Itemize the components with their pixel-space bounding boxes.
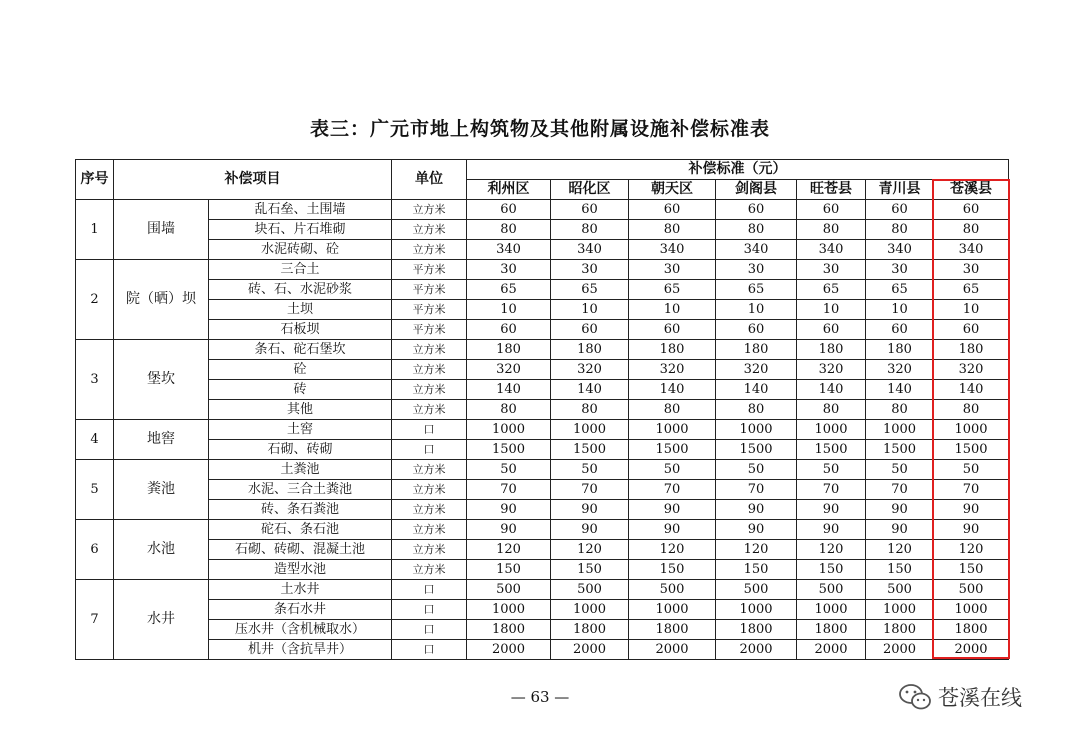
value-cell: 60 [866, 200, 934, 220]
header-district: 旺苍县 [797, 180, 866, 200]
group-seq: 7 [76, 580, 114, 660]
value-cell: 60 [797, 200, 866, 220]
value-cell: 140 [629, 380, 716, 400]
value-cell: 60 [797, 320, 866, 340]
item-unit: 立方米 [392, 480, 467, 500]
table-row [76, 340, 1009, 360]
value-cell: 90 [934, 500, 1009, 520]
group-name: 水池 [114, 520, 209, 580]
item-name: 水泥砖砌、砼 [209, 240, 392, 260]
value-cell: 70 [467, 480, 551, 500]
value-cell: 1800 [551, 620, 629, 640]
value-cell: 500 [797, 580, 866, 600]
item-name: 机井（含抗旱井） [209, 640, 392, 660]
value-cell: 80 [934, 220, 1009, 240]
value-cell: 1500 [866, 440, 934, 460]
value-cell: 1800 [467, 620, 551, 640]
item-unit: 口 [392, 580, 467, 600]
item-unit: 立方米 [392, 400, 467, 420]
table-row [76, 280, 1009, 300]
value-cell: 1000 [934, 420, 1009, 440]
value-cell: 1000 [716, 420, 797, 440]
header-district: 朝天区 [629, 180, 716, 200]
value-cell: 120 [716, 540, 797, 560]
table-row [76, 600, 1009, 620]
value-cell: 340 [629, 240, 716, 260]
table-row [76, 640, 1009, 660]
group-seq: 2 [76, 260, 114, 340]
item-name: 砼 [209, 360, 392, 380]
value-cell: 30 [629, 260, 716, 280]
value-cell: 1000 [629, 600, 716, 620]
value-cell: 120 [797, 540, 866, 560]
value-cell: 1000 [866, 420, 934, 440]
value-cell: 320 [866, 360, 934, 380]
value-cell: 180 [797, 340, 866, 360]
item-name: 土粪池 [209, 460, 392, 480]
value-cell: 2000 [866, 640, 934, 660]
table-row [76, 500, 1009, 520]
item-unit: 立方米 [392, 360, 467, 380]
item-unit: 口 [392, 600, 467, 620]
group-name: 地窖 [114, 420, 209, 460]
value-cell: 80 [629, 220, 716, 240]
value-cell: 65 [866, 280, 934, 300]
item-name: 石砌、砖砌 [209, 440, 392, 460]
value-cell: 70 [551, 480, 629, 500]
value-cell: 90 [716, 500, 797, 520]
group-name: 水井 [114, 580, 209, 660]
value-cell: 10 [551, 300, 629, 320]
item-name: 土水井 [209, 580, 392, 600]
item-unit: 立方米 [392, 380, 467, 400]
value-cell: 2000 [551, 640, 629, 660]
value-cell: 150 [467, 560, 551, 580]
item-unit: 口 [392, 640, 467, 660]
value-cell: 2000 [467, 640, 551, 660]
value-cell: 80 [467, 400, 551, 420]
value-cell: 2000 [629, 640, 716, 660]
value-cell: 60 [716, 320, 797, 340]
value-cell: 50 [866, 460, 934, 480]
value-cell: 80 [551, 220, 629, 240]
table-row [76, 400, 1009, 420]
value-cell: 340 [716, 240, 797, 260]
group-seq: 5 [76, 460, 114, 520]
value-cell: 140 [866, 380, 934, 400]
value-cell: 65 [551, 280, 629, 300]
value-cell: 60 [716, 200, 797, 220]
value-cell: 60 [866, 320, 934, 340]
header-seq: 序号 [76, 160, 114, 200]
value-cell: 60 [467, 320, 551, 340]
value-cell: 140 [934, 380, 1009, 400]
item-name: 压水井（含机械取水） [209, 620, 392, 640]
table-row [76, 560, 1009, 580]
value-cell: 120 [551, 540, 629, 560]
value-cell: 340 [551, 240, 629, 260]
item-unit: 立方米 [392, 460, 467, 480]
value-cell: 1500 [467, 440, 551, 460]
value-cell: 50 [716, 460, 797, 480]
table-row [76, 200, 1009, 220]
item-unit: 口 [392, 420, 467, 440]
item-unit: 口 [392, 440, 467, 460]
value-cell: 1800 [629, 620, 716, 640]
table-row [76, 240, 1009, 260]
table-row [76, 360, 1009, 380]
value-cell: 90 [716, 520, 797, 540]
value-cell: 50 [467, 460, 551, 480]
value-cell: 90 [797, 520, 866, 540]
item-unit: 立方米 [392, 240, 467, 260]
value-cell: 60 [629, 320, 716, 340]
value-cell: 320 [467, 360, 551, 380]
group-seq: 3 [76, 340, 114, 420]
value-cell: 320 [551, 360, 629, 380]
item-name: 条石、砣石堡坎 [209, 340, 392, 360]
table-row [76, 440, 1009, 460]
item-name: 造型水池 [209, 560, 392, 580]
header-standard: 补偿标准（元） [467, 160, 1009, 180]
value-cell: 120 [866, 540, 934, 560]
value-cell: 90 [551, 520, 629, 540]
table-row [76, 220, 1009, 240]
value-cell: 90 [629, 500, 716, 520]
table-row [76, 460, 1009, 480]
value-cell: 1000 [467, 420, 551, 440]
value-cell: 90 [934, 520, 1009, 540]
value-cell: 1500 [551, 440, 629, 460]
table-row [76, 540, 1009, 560]
value-cell: 2000 [797, 640, 866, 660]
header-district: 苍溪县 [934, 180, 1009, 200]
value-cell: 80 [629, 400, 716, 420]
value-cell: 340 [934, 240, 1009, 260]
value-cell: 80 [551, 400, 629, 420]
item-unit: 平方米 [392, 280, 467, 300]
value-cell: 180 [629, 340, 716, 360]
header-district: 昭化区 [551, 180, 629, 200]
value-cell: 150 [797, 560, 866, 580]
value-cell: 1500 [797, 440, 866, 460]
value-cell: 50 [551, 460, 629, 480]
value-cell: 140 [467, 380, 551, 400]
value-cell: 50 [797, 460, 866, 480]
value-cell: 10 [716, 300, 797, 320]
value-cell: 65 [716, 280, 797, 300]
group-name: 围墙 [114, 200, 209, 260]
header-district: 剑阁县 [716, 180, 797, 200]
item-name: 其他 [209, 400, 392, 420]
value-cell: 1800 [866, 620, 934, 640]
item-name: 土窖 [209, 420, 392, 440]
value-cell: 90 [629, 520, 716, 540]
group-name: 粪池 [114, 460, 209, 520]
value-cell: 70 [716, 480, 797, 500]
value-cell: 30 [716, 260, 797, 280]
value-cell: 120 [467, 540, 551, 560]
item-name: 石砌、砖砌、混凝土池 [209, 540, 392, 560]
value-cell: 1800 [797, 620, 866, 640]
item-unit: 平方米 [392, 300, 467, 320]
value-cell: 340 [797, 240, 866, 260]
value-cell: 80 [716, 220, 797, 240]
item-unit: 立方米 [392, 500, 467, 520]
value-cell: 500 [629, 580, 716, 600]
value-cell: 1000 [467, 600, 551, 620]
watermark-text: 苍溪在线 [938, 686, 1022, 710]
item-unit: 立方米 [392, 220, 467, 240]
item-name: 三合土 [209, 260, 392, 280]
header-item: 补偿项目 [114, 160, 392, 200]
value-cell: 320 [629, 360, 716, 380]
value-cell: 50 [629, 460, 716, 480]
watermark [898, 682, 1022, 712]
value-cell: 1000 [551, 600, 629, 620]
value-cell: 60 [551, 200, 629, 220]
value-cell: 10 [934, 300, 1009, 320]
value-cell: 10 [467, 300, 551, 320]
value-cell: 80 [797, 400, 866, 420]
value-cell: 1000 [629, 420, 716, 440]
value-cell: 10 [797, 300, 866, 320]
value-cell: 1000 [797, 420, 866, 440]
value-cell: 80 [797, 220, 866, 240]
item-unit: 口 [392, 620, 467, 640]
value-cell: 500 [866, 580, 934, 600]
value-cell: 90 [866, 500, 934, 520]
item-unit: 平方米 [392, 320, 467, 340]
value-cell: 30 [866, 260, 934, 280]
value-cell: 500 [467, 580, 551, 600]
header-district: 青川县 [866, 180, 934, 200]
value-cell: 150 [866, 560, 934, 580]
group-seq: 1 [76, 200, 114, 260]
value-cell: 90 [467, 500, 551, 520]
value-cell: 30 [467, 260, 551, 280]
value-cell: 90 [551, 500, 629, 520]
item-unit: 立方米 [392, 520, 467, 540]
value-cell: 320 [797, 360, 866, 380]
value-cell: 120 [934, 540, 1009, 560]
value-cell: 80 [467, 220, 551, 240]
value-cell: 10 [866, 300, 934, 320]
value-cell: 60 [629, 200, 716, 220]
value-cell: 70 [866, 480, 934, 500]
value-cell: 1800 [934, 620, 1009, 640]
value-cell: 340 [866, 240, 934, 260]
value-cell: 150 [551, 560, 629, 580]
wechat-icon [898, 682, 932, 712]
value-cell: 1000 [797, 600, 866, 620]
item-name: 砖、条石粪池 [209, 500, 392, 520]
value-cell: 80 [716, 400, 797, 420]
table-row [76, 420, 1009, 440]
value-cell: 2000 [716, 640, 797, 660]
table-row [76, 380, 1009, 400]
item-name: 砖、石、水泥砂浆 [209, 280, 392, 300]
value-cell: 150 [934, 560, 1009, 580]
value-cell: 150 [716, 560, 797, 580]
table-row [76, 520, 1009, 540]
value-cell: 1000 [866, 600, 934, 620]
value-cell: 90 [797, 500, 866, 520]
group-seq: 4 [76, 420, 114, 460]
table-row [76, 480, 1009, 500]
value-cell: 80 [866, 400, 934, 420]
value-cell: 1000 [716, 600, 797, 620]
compensation-table [75, 159, 1009, 660]
value-cell: 80 [934, 400, 1009, 420]
value-cell: 500 [934, 580, 1009, 600]
value-cell: 70 [797, 480, 866, 500]
group-name: 院（晒）坝 [114, 260, 209, 340]
value-cell: 150 [629, 560, 716, 580]
item-name: 乱石垒、土围墙 [209, 200, 392, 220]
item-name: 土坝 [209, 300, 392, 320]
value-cell: 340 [467, 240, 551, 260]
value-cell: 70 [629, 480, 716, 500]
item-name: 水泥、三合土粪池 [209, 480, 392, 500]
item-name: 砖 [209, 380, 392, 400]
value-cell: 60 [934, 200, 1009, 220]
value-cell: 80 [866, 220, 934, 240]
group-name: 堡坎 [114, 340, 209, 420]
value-cell: 320 [934, 360, 1009, 380]
value-cell: 180 [934, 340, 1009, 360]
table-row [76, 320, 1009, 340]
value-cell: 1800 [716, 620, 797, 640]
value-cell: 30 [934, 260, 1009, 280]
value-cell: 60 [467, 200, 551, 220]
value-cell: 140 [797, 380, 866, 400]
value-cell: 1500 [629, 440, 716, 460]
header-unit: 单位 [392, 160, 467, 200]
value-cell: 50 [934, 460, 1009, 480]
value-cell: 30 [551, 260, 629, 280]
item-name: 块石、片石堆砌 [209, 220, 392, 240]
value-cell: 500 [716, 580, 797, 600]
value-cell: 1000 [551, 420, 629, 440]
value-cell: 65 [629, 280, 716, 300]
item-name: 砣石、条石池 [209, 520, 392, 540]
value-cell: 90 [866, 520, 934, 540]
value-cell: 30 [797, 260, 866, 280]
value-cell: 10 [629, 300, 716, 320]
table-row [76, 580, 1009, 600]
value-cell: 2000 [934, 640, 1009, 660]
value-cell: 65 [934, 280, 1009, 300]
item-unit: 立方米 [392, 340, 467, 360]
item-unit: 立方米 [392, 560, 467, 580]
item-unit: 立方米 [392, 200, 467, 220]
value-cell: 120 [629, 540, 716, 560]
page-number: — 63 — [510, 688, 570, 706]
value-cell: 90 [467, 520, 551, 540]
header-district: 利州区 [467, 180, 551, 200]
item-name: 石板坝 [209, 320, 392, 340]
value-cell: 60 [934, 320, 1009, 340]
item-name: 条石水井 [209, 600, 392, 620]
table-row [76, 300, 1009, 320]
value-cell: 1500 [934, 440, 1009, 460]
value-cell: 320 [716, 360, 797, 380]
value-cell: 65 [467, 280, 551, 300]
table-row [76, 620, 1009, 640]
value-cell: 140 [716, 380, 797, 400]
value-cell: 70 [934, 480, 1009, 500]
value-cell: 1500 [716, 440, 797, 460]
value-cell: 140 [551, 380, 629, 400]
value-cell: 180 [467, 340, 551, 360]
table-title: 表三：广元市地上构筑物及其他附属设施补偿标准表 [309, 118, 770, 140]
value-cell: 180 [551, 340, 629, 360]
value-cell: 1000 [934, 600, 1009, 620]
table-row [76, 260, 1009, 280]
value-cell: 60 [551, 320, 629, 340]
value-cell: 180 [716, 340, 797, 360]
item-unit: 平方米 [392, 260, 467, 280]
value-cell: 180 [866, 340, 934, 360]
item-unit: 立方米 [392, 540, 467, 560]
value-cell: 65 [797, 280, 866, 300]
group-seq: 6 [76, 520, 114, 580]
value-cell: 500 [551, 580, 629, 600]
